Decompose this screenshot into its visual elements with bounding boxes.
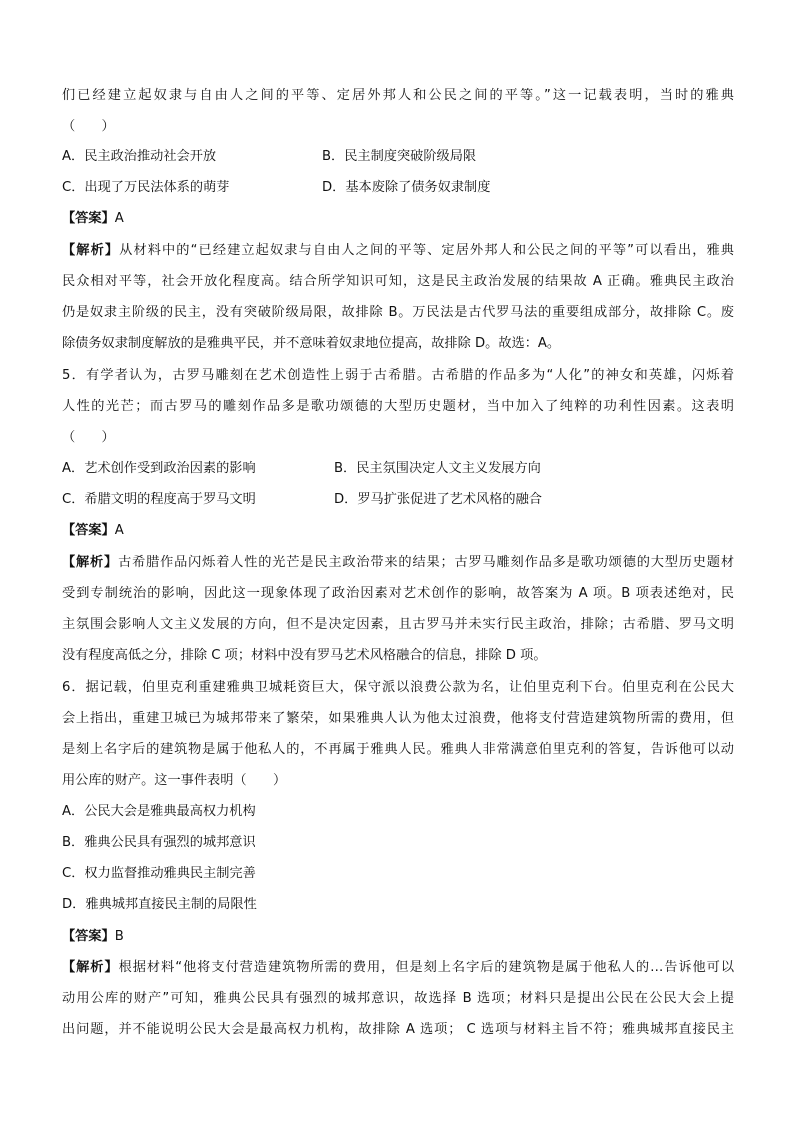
- q6-analysis-line: [62, 958, 734, 978]
- q6-option-a: A．公民大会是雅典最高权力机构: [62, 804, 256, 819]
- q6-option-c: C．权力监督推动雅典民主制完善: [62, 866, 256, 881]
- q6-option-b: B．雅典公民具有强烈的城邦意识: [62, 835, 256, 850]
- q4-option-a: A．民主政治推动社会开放: [62, 149, 217, 164]
- answer-label: 【答案】: [62, 211, 115, 226]
- q4-analysis-line: 仍是奴隶主阶级的民主，没有突破阶级局限，故排除 B。万民法是古代罗马法的重要组成部分，故排除 C。废: [62, 305, 734, 320]
- analysis-text: 根据材料“他将支付营造建筑物所需的费用，但是刻上名字后的建筑物是属于他私人的…告诉他可以: [118, 960, 735, 975]
- q4-option-c: C．出现了万民法体系的萌芽: [62, 180, 230, 195]
- q4-analysis-line: [62, 241, 734, 261]
- q5-analysis-line: [62, 553, 734, 573]
- q4-analysis-line: 除债务奴隶制度解放的是雅典平民，并不意味着奴隶地位提高，故排除 D。故选：A。: [62, 336, 561, 351]
- q6-answer: [62, 927, 734, 947]
- q6-option-d: D．雅典城邦直接民主制的局限性: [62, 897, 257, 912]
- question-5-stem: 人性的光芒；而古罗马的雕刻作品多是歌功颂德的大型历史题材，当中加入了纯粹的功利性因素。这表明: [62, 399, 734, 414]
- question-4-stem: 们已经建立起奴隶与自由人之间的平等、定居外邦人和公民之间的平等。”这一记载表明，当时的雅典: [62, 88, 734, 103]
- q5-analysis-line: 没有程度高低之分，排除 C 项；材料中没有罗马艺术风格融合的信息，排除 D 项。: [62, 648, 547, 663]
- q5-analysis-line: 受到专制统治的影响，因此这一现象体现了政治因素对艺术创作的影响，故答案为 A 项。B 项表述绝对，民: [62, 586, 734, 601]
- q6-analysis-line: 动用公库的财产”可知，雅典公民具有强烈的城邦意识，故选择 B 选项；材料只是提出公民在公民大会上提: [62, 991, 734, 1006]
- answer-label: 【答案】: [62, 523, 115, 538]
- q4-answer: [62, 209, 734, 229]
- analysis-label: 【解析】: [62, 243, 120, 258]
- analysis-text: 从材料中的“已经建立起奴隶与自由人之间的平等、定居外邦人和公民之间的平等”可以看出，雅典: [119, 243, 734, 258]
- q5-analysis-line: 主氛围会影响人文主义发展的方向，但不是决定因素，且古罗马并未实行民主政治，排除；古希腊、罗马文明: [62, 617, 734, 632]
- question-5-paren: （ ）: [62, 430, 115, 445]
- answer-value: A: [114, 211, 124, 226]
- question-6-stem: 用公库的财产。这一事件表明（ ）: [62, 773, 287, 788]
- question-4-paren: （ ）: [62, 119, 115, 134]
- question-6-stem: 会上指出，重建卫城已为城邦带来了繁荣，如果雅典人认为他太过浪费，他将支付营造建筑物所需的费用，但: [62, 711, 734, 726]
- q5-option-c: C．希腊文明的程度高于罗马文明: [62, 492, 256, 507]
- answer-label: 【答案】: [62, 929, 115, 944]
- q5-option-b: B．民主氛围决定人文主义发展方向: [334, 461, 541, 476]
- answer-value: A: [114, 523, 124, 538]
- q4-analysis-line: 民众相对平等，社会开放化程度高。结合所学知识可知，这是民主政治发展的结果故 A 正确。雅典民主政治: [62, 274, 734, 289]
- q5-option-d: D．罗马扩张促进了艺术风格的融合: [334, 492, 542, 507]
- question-6-stem: 6．据记载，伯里克利重建雅典卫城耗资巨大，保守派以浪费公款为名，让伯里克利下台。伯里克利在公民大: [62, 680, 734, 695]
- analysis-label: 【解析】: [62, 555, 119, 570]
- q5-answer: [62, 521, 734, 541]
- q5-option-a: A．艺术创作受到政治因素的影响: [62, 461, 256, 476]
- question-5-stem: 5．有学者认为，古罗马雕刻在艺术创造性上弱于古希腊。古希腊的作品多为“人化”的神女和英雄，闪烁着: [62, 368, 734, 383]
- answer-value: B: [114, 929, 124, 944]
- q6-analysis-line: 出问题，并不能说明公民大会是最高权力机构，故排除 A 选项； C 选项与材料主旨不符；雅典城邦直接民主: [62, 1022, 734, 1037]
- q4-option-d: D．基本废除了债务奴隶制度: [322, 180, 491, 195]
- analysis-label: 【解析】: [62, 960, 119, 975]
- analysis-text: 古希腊作品闪烁着人性的光芒是民主政治带来的结果；古罗马雕刻作品多是歌功颂德的大型历史题材: [118, 555, 735, 570]
- q4-option-b: B．民主制度突破阶级局限: [322, 149, 477, 164]
- question-6-stem: 是刻上名字后的建筑物是属于他私人的，不再属于雅典人民。雅典人非常满意伯里克利的答复，告诉他可以动: [62, 742, 734, 757]
